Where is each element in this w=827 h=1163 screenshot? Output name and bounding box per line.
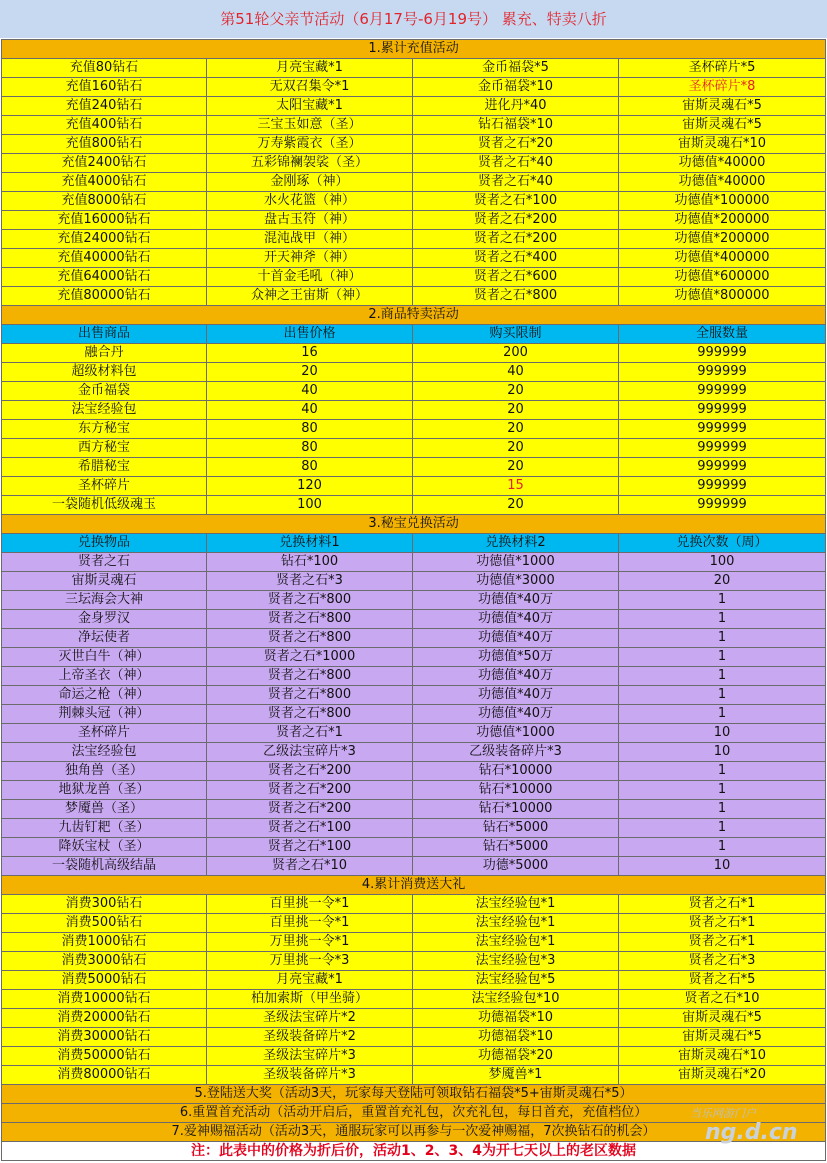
sale-cell: 120	[207, 477, 413, 496]
consume-cell: 月亮宝藏*1	[207, 971, 413, 990]
exchange-cell: 灭世白牛（神）	[2, 648, 207, 667]
exchange-cell: 1	[619, 686, 826, 705]
sale-cell: 20	[413, 382, 619, 401]
table-row	[2, 249, 826, 268]
table-row	[2, 857, 826, 876]
consume-cell: 消费50000钻石	[2, 1047, 207, 1066]
sale-cell: 20	[413, 420, 619, 439]
exchange-cell: 功德*5000	[413, 857, 619, 876]
exchange-cell: 功德值*1000	[413, 553, 619, 572]
footer-note: 注：此表中的价格为折后价，活动1、2、3、4为开七天以上的老区数据	[2, 1142, 826, 1161]
table-row	[2, 78, 826, 97]
sale-cell: 999999	[619, 458, 826, 477]
consume-cell: 宙斯灵魂石*10	[619, 1047, 826, 1066]
column-header: 兑换物品	[2, 534, 207, 553]
exchange-cell: 1	[619, 781, 826, 800]
recharge-cell: 贤者之石*200	[413, 230, 619, 249]
exchange-cell: 1	[619, 591, 826, 610]
recharge-cell: 充值240钻石	[2, 97, 207, 116]
exchange-cell: 独角兽（圣）	[2, 762, 207, 781]
consume-cell: 贤者之石*10	[619, 990, 826, 1009]
consume-cell: 法宝经验包*1	[413, 914, 619, 933]
exchange-cell: 20	[619, 572, 826, 591]
column-header: 出售商品	[2, 325, 207, 344]
recharge-cell: 贤者之石*200	[413, 211, 619, 230]
exchange-cell: 100	[619, 553, 826, 572]
sale-cell: 希腊秘宝	[2, 458, 207, 477]
exchange-cell: 功德值*1000	[413, 724, 619, 743]
sale-cell: 超级材料包	[2, 363, 207, 382]
section-title-sale-row	[2, 306, 826, 325]
exchange-cell: 法宝经验包	[2, 743, 207, 762]
exchange-cell: 1	[619, 610, 826, 629]
recharge-cell: 功德值*100000	[619, 192, 826, 211]
consume-cell: 柏加索斯（甲坐骑）	[207, 990, 413, 1009]
recharge-cell: 充值2400钻石	[2, 154, 207, 173]
consume-cell: 贤者之石*1	[619, 895, 826, 914]
consume-cell: 贤者之石*1	[619, 933, 826, 952]
table-row	[2, 914, 826, 933]
column-header: 购买限制	[413, 325, 619, 344]
consume-cell: 消费20000钻石	[2, 1009, 207, 1028]
recharge-cell: 充值40000钻石	[2, 249, 207, 268]
table-row	[2, 116, 826, 135]
recharge-cell: 功德值*600000	[619, 268, 826, 287]
recharge-cell: 贤者之石*600	[413, 268, 619, 287]
table-row	[2, 553, 826, 572]
sale-cell: 20	[413, 458, 619, 477]
column-header-row	[2, 325, 826, 344]
sale-cell: 80	[207, 458, 413, 477]
footer-note-row	[2, 1142, 826, 1161]
sale-cell: 80	[207, 439, 413, 458]
recharge-cell: 充值80钻石	[2, 59, 207, 78]
exchange-cell: 钻石*10000	[413, 800, 619, 819]
sale-cell: 100	[207, 496, 413, 515]
sale-cell: 20	[413, 496, 619, 515]
recharge-cell: 太阳宝藏*1	[207, 97, 413, 116]
exchange-cell: 贤者之石	[2, 553, 207, 572]
consume-cell: 法宝经验包*5	[413, 971, 619, 990]
watermark-logo: ng.d.cn	[705, 1120, 798, 1145]
sale-cell: 999999	[619, 496, 826, 515]
table-row	[2, 591, 826, 610]
recharge-cell: 金币福袋*5	[413, 59, 619, 78]
table-row	[2, 173, 826, 192]
exchange-cell: 功德值*40万	[413, 686, 619, 705]
table-row	[2, 781, 826, 800]
exchange-cell: 宙斯灵魂石	[2, 572, 207, 591]
recharge-cell: 宙斯灵魂石*5	[619, 116, 826, 135]
sale-cell: 一袋随机低级魂玉	[2, 496, 207, 515]
sale-cell: 40	[207, 401, 413, 420]
watermark-text: 当乐网游门户	[690, 1107, 756, 1120]
exchange-cell: 乙级法宝碎片*3	[207, 743, 413, 762]
exchange-cell: 贤者之石*3	[207, 572, 413, 591]
recharge-cell: 功德值*200000	[619, 211, 826, 230]
exchange-cell: 1	[619, 762, 826, 781]
table-row	[2, 363, 826, 382]
exchange-cell: 功德值*40万	[413, 610, 619, 629]
recharge-cell: 圣杯碎片*5	[619, 59, 826, 78]
section-title-exchange-row	[2, 515, 826, 534]
note-5: 5.登陆送大奖（活动3天，玩家每天登陆可领取钻石福袋*5+宙斯灵魂石*5）	[2, 1085, 826, 1104]
consume-cell: 百里挑一令*1	[207, 895, 413, 914]
sale-cell: 20	[413, 439, 619, 458]
recharge-cell: 三宝玉如意（圣）	[207, 116, 413, 135]
exchange-cell: 金身罗汉	[2, 610, 207, 629]
recharge-cell: 金刚琢（神）	[207, 173, 413, 192]
sale-cell: 999999	[619, 477, 826, 496]
table-row	[2, 952, 826, 971]
exchange-cell: 荆棘头冠（神）	[2, 705, 207, 724]
sale-cell: 东方秘宝	[2, 420, 207, 439]
sale-cell: 40	[207, 382, 413, 401]
consume-cell: 消费5000钻石	[2, 971, 207, 990]
exchange-cell: 贤者之石*800	[207, 667, 413, 686]
exchange-cell: 1	[619, 667, 826, 686]
consume-cell: 圣级装备碎片*3	[207, 1066, 413, 1085]
exchange-cell: 功德值*40万	[413, 667, 619, 686]
exchange-cell: 1	[619, 629, 826, 648]
sale-cell: 融合丹	[2, 344, 207, 363]
exchange-cell: 贤者之石*800	[207, 686, 413, 705]
table-row	[2, 420, 826, 439]
recharge-cell: 众神之王宙斯（神）	[207, 287, 413, 306]
consume-cell: 圣级装备碎片*2	[207, 1028, 413, 1047]
recharge-cell: 宙斯灵魂石*5	[619, 97, 826, 116]
recharge-cell: 充值400钻石	[2, 116, 207, 135]
recharge-cell: 充值64000钻石	[2, 268, 207, 287]
table-row	[2, 287, 826, 306]
consume-cell: 消费30000钻石	[2, 1028, 207, 1047]
exchange-cell: 钻石*10000	[413, 762, 619, 781]
exchange-cell: 贤者之石*200	[207, 781, 413, 800]
table-row	[2, 154, 826, 173]
exchange-cell: 1	[619, 705, 826, 724]
table-row	[2, 800, 826, 819]
consume-cell: 宙斯灵魂石*5	[619, 1009, 826, 1028]
note-7: 7.爱神赐福活动（活动3天，通服玩家可以再参与一次爱神赐福，7次换钻石的机会）	[2, 1123, 826, 1142]
sale-cell: 999999	[619, 363, 826, 382]
exchange-cell: 功德值*40万	[413, 591, 619, 610]
recharge-cell: 进化丹*40	[413, 97, 619, 116]
exchange-cell: 1	[619, 648, 826, 667]
exchange-cell: 贤者之石*800	[207, 629, 413, 648]
consume-cell: 贤者之石*5	[619, 971, 826, 990]
sale-cell: 金币福袋	[2, 382, 207, 401]
exchange-cell: 1	[619, 819, 826, 838]
exchange-cell: 贤者之石*800	[207, 705, 413, 724]
exchange-cell: 钻石*5000	[413, 838, 619, 857]
sale-cell: 20	[207, 363, 413, 382]
section-title-consume-row	[2, 876, 826, 895]
exchange-cell: 贤者之石*1000	[207, 648, 413, 667]
consume-cell: 消费10000钻石	[2, 990, 207, 1009]
recharge-cell: 功德值*40000	[619, 173, 826, 192]
table-row	[2, 895, 826, 914]
table-row	[2, 686, 826, 705]
table-row	[2, 705, 826, 724]
sale-cell: 999999	[619, 439, 826, 458]
consume-cell: 宙斯灵魂石*20	[619, 1066, 826, 1085]
recharge-cell: 钻石福袋*10	[413, 116, 619, 135]
consume-cell: 消费500钻石	[2, 914, 207, 933]
exchange-cell: 钻石*5000	[413, 819, 619, 838]
table-row	[2, 1047, 826, 1066]
column-header: 出售价格	[207, 325, 413, 344]
exchange-cell: 1	[619, 838, 826, 857]
page-title: 第51轮父亲节活动（6月17号-6月19号） 累充、特卖八折	[0, 0, 827, 38]
column-header: 全服数量	[619, 325, 826, 344]
recharge-cell: 金币福袋*10	[413, 78, 619, 97]
exchange-cell: 10	[619, 724, 826, 743]
table-row	[2, 667, 826, 686]
recharge-cell: 万寿紫霞衣（圣）	[207, 135, 413, 154]
exchange-cell: 乙级装备碎片*3	[413, 743, 619, 762]
sale-cell: 999999	[619, 401, 826, 420]
table-row	[2, 230, 826, 249]
exchange-cell: 功德值*40万	[413, 705, 619, 724]
table-row	[2, 211, 826, 230]
table-row	[2, 135, 826, 154]
recharge-cell: 功德值*800000	[619, 287, 826, 306]
table-row	[2, 439, 826, 458]
exchange-cell: 功德值*3000	[413, 572, 619, 591]
column-header: 兑换材料2	[413, 534, 619, 553]
exchange-cell: 贤者之石*800	[207, 591, 413, 610]
consume-cell: 宙斯灵魂石*5	[619, 1028, 826, 1047]
exchange-cell: 净坛使者	[2, 629, 207, 648]
exchange-cell: 10	[619, 857, 826, 876]
recharge-cell: 十首金毛吼（神）	[207, 268, 413, 287]
table-row	[2, 572, 826, 591]
recharge-cell: 开天神斧（神）	[207, 249, 413, 268]
consume-cell: 法宝经验包*10	[413, 990, 619, 1009]
exchange-cell: 一袋随机高级结晶	[2, 857, 207, 876]
sale-cell: 999999	[619, 382, 826, 401]
recharge-cell: 贤者之石*400	[413, 249, 619, 268]
sale-cell: 16	[207, 344, 413, 363]
recharge-cell: 无双召集令*1	[207, 78, 413, 97]
recharge-cell: 月亮宝藏*1	[207, 59, 413, 78]
recharge-cell: 盘古玉符（神）	[207, 211, 413, 230]
consume-cell: 圣级法宝碎片*2	[207, 1009, 413, 1028]
table-row	[2, 477, 826, 496]
sale-cell: 999999	[619, 420, 826, 439]
table-row	[2, 743, 826, 762]
recharge-cell: 充值4000钻石	[2, 173, 207, 192]
recharge-cell: 充值24000钻石	[2, 230, 207, 249]
recharge-cell: 混沌战甲（神）	[207, 230, 413, 249]
exchange-cell: 梦魇兽（圣）	[2, 800, 207, 819]
sale-cell: 西方秘宝	[2, 439, 207, 458]
sale-cell: 15	[413, 477, 619, 496]
exchange-cell: 贤者之石*800	[207, 610, 413, 629]
table-row	[2, 629, 826, 648]
note-5-row	[2, 1085, 826, 1104]
exchange-cell: 三坛海会大神	[2, 591, 207, 610]
sale-cell: 20	[413, 401, 619, 420]
exchange-cell: 功德值*40万	[413, 629, 619, 648]
consume-cell: 万里挑一令*3	[207, 952, 413, 971]
recharge-cell: 功德值*40000	[619, 154, 826, 173]
table-row	[2, 762, 826, 781]
consume-cell: 法宝经验包*1	[413, 933, 619, 952]
consume-cell: 消费80000钻石	[2, 1066, 207, 1085]
recharge-cell: 充值8000钻石	[2, 192, 207, 211]
note-7-row	[2, 1123, 826, 1142]
recharge-cell: 贤者之石*40	[413, 173, 619, 192]
exchange-cell: 圣杯碎片	[2, 724, 207, 743]
exchange-cell: 钻石*10000	[413, 781, 619, 800]
table-row	[2, 990, 826, 1009]
consume-cell: 法宝经验包*1	[413, 895, 619, 914]
sale-cell: 圣杯碎片	[2, 477, 207, 496]
sale-cell: 40	[413, 363, 619, 382]
exchange-cell: 1	[619, 800, 826, 819]
table-row	[2, 496, 826, 515]
recharge-cell: 充值160钻石	[2, 78, 207, 97]
table-row	[2, 382, 826, 401]
recharge-cell: 宙斯灵魂石*10	[619, 135, 826, 154]
table-row	[2, 838, 826, 857]
exchange-cell: 贤者之石*200	[207, 800, 413, 819]
sale-cell: 200	[413, 344, 619, 363]
column-header-row	[2, 534, 826, 553]
table-row	[2, 819, 826, 838]
exchange-cell: 钻石*100	[207, 553, 413, 572]
table-row	[2, 648, 826, 667]
exchange-cell: 贤者之石*100	[207, 819, 413, 838]
exchange-cell: 贤者之石*200	[207, 762, 413, 781]
consume-cell: 消费3000钻石	[2, 952, 207, 971]
table-row	[2, 458, 826, 477]
activity-table	[1, 39, 826, 1161]
recharge-cell: 贤者之石*800	[413, 287, 619, 306]
exchange-cell: 上帝圣衣（神）	[2, 667, 207, 686]
note-6: 6.重置首充活动（活动开启后，重置首充礼包，次充礼包，每日首充，充值档位）	[2, 1104, 826, 1123]
table-row	[2, 610, 826, 629]
recharge-cell: 五彩锦襕袈裟（圣）	[207, 154, 413, 173]
table-row	[2, 1009, 826, 1028]
table-row	[2, 401, 826, 420]
recharge-cell: 功德值*400000	[619, 249, 826, 268]
recharge-cell: 功德值*200000	[619, 230, 826, 249]
consume-cell: 万里挑一令*1	[207, 933, 413, 952]
table-row	[2, 268, 826, 287]
section-title-recharge: 1.累计充值活动	[2, 40, 826, 59]
exchange-cell: 降妖宝杖（圣）	[2, 838, 207, 857]
table-row	[2, 344, 826, 363]
recharge-cell: 充值800钻石	[2, 135, 207, 154]
exchange-cell: 贤者之石*1	[207, 724, 413, 743]
recharge-cell: 充值80000钻石	[2, 287, 207, 306]
table-row	[2, 971, 826, 990]
consume-cell: 梦魇兽*1	[413, 1066, 619, 1085]
table-row	[2, 1066, 826, 1085]
recharge-cell: 充值16000钻石	[2, 211, 207, 230]
table-row	[2, 97, 826, 116]
section-title-sale: 2.商品特卖活动	[2, 306, 826, 325]
table-row	[2, 724, 826, 743]
consume-cell: 功德福袋*20	[413, 1047, 619, 1066]
exchange-cell: 10	[619, 743, 826, 762]
recharge-cell: 贤者之石*40	[413, 154, 619, 173]
consume-cell: 圣级法宝碎片*3	[207, 1047, 413, 1066]
consume-cell: 功德福袋*10	[413, 1009, 619, 1028]
consume-cell: 百里挑一令*1	[207, 914, 413, 933]
consume-cell: 功德福袋*10	[413, 1028, 619, 1047]
consume-cell: 消费1000钻石	[2, 933, 207, 952]
table-row	[2, 192, 826, 211]
exchange-cell: 九齿钉耙（圣）	[2, 819, 207, 838]
column-header: 兑换次数（周）	[619, 534, 826, 553]
exchange-cell: 贤者之石*10	[207, 857, 413, 876]
column-header: 兑换材料1	[207, 534, 413, 553]
consume-cell: 贤者之石*3	[619, 952, 826, 971]
recharge-cell: 贤者之石*100	[413, 192, 619, 211]
sale-cell: 999999	[619, 344, 826, 363]
table-row	[2, 1028, 826, 1047]
consume-cell: 法宝经验包*3	[413, 952, 619, 971]
exchange-cell: 地狱龙兽（圣）	[2, 781, 207, 800]
section-title-exchange: 3.秘宝兑换活动	[2, 515, 826, 534]
exchange-cell: 功德值*50万	[413, 648, 619, 667]
recharge-cell: 水火花篮（神）	[207, 192, 413, 211]
sale-cell: 法宝经验包	[2, 401, 207, 420]
table-row	[2, 59, 826, 78]
section-title-consume: 4.累计消费送大礼	[2, 876, 826, 895]
recharge-cell: 贤者之石*20	[413, 135, 619, 154]
exchange-cell: 贤者之石*100	[207, 838, 413, 857]
consume-cell: 贤者之石*1	[619, 914, 826, 933]
exchange-cell: 命运之枪（神）	[2, 686, 207, 705]
section-title-recharge-row	[2, 40, 826, 59]
table-row	[2, 933, 826, 952]
sale-cell: 80	[207, 420, 413, 439]
recharge-cell: 圣杯碎片*8	[619, 78, 826, 97]
consume-cell: 消费300钻石	[2, 895, 207, 914]
